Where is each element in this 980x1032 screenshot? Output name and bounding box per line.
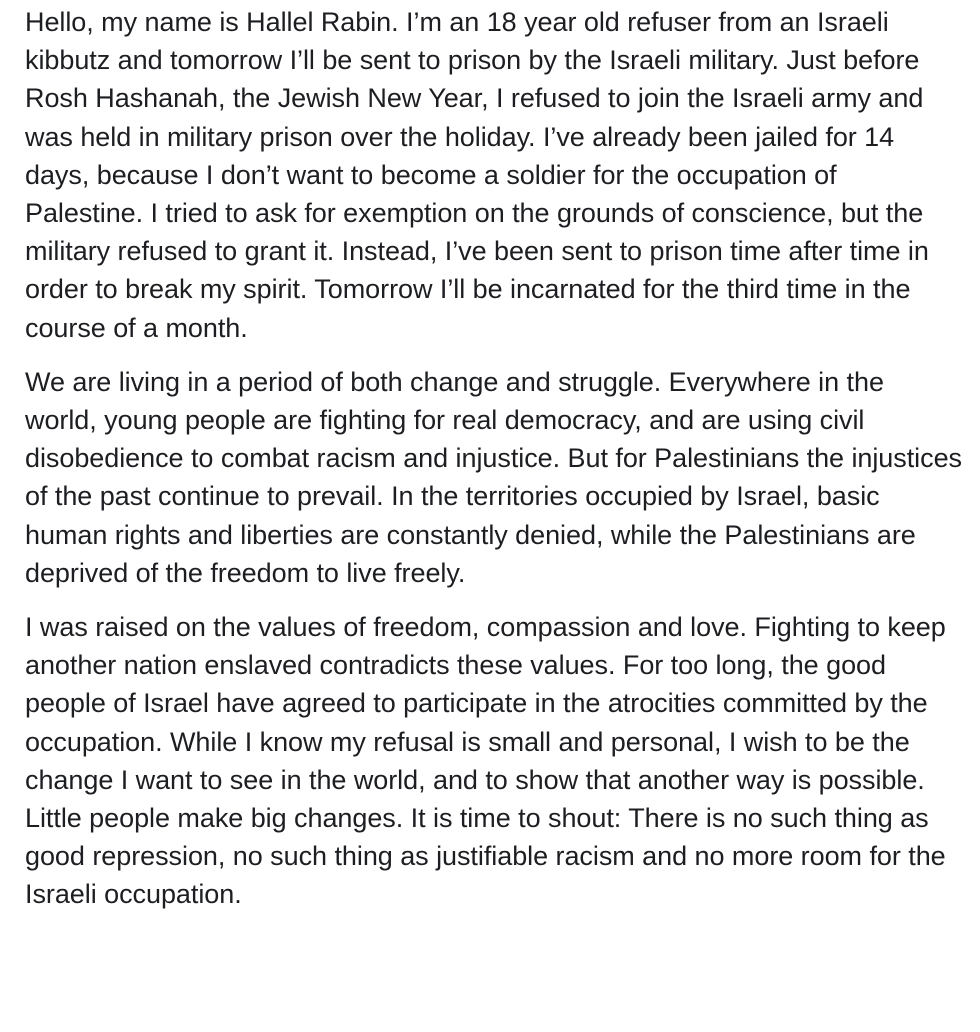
post-paragraph-1: Hello, my name is Hallel Rabin. I’m an 18 year old refuser from an Israeli kibbutz and tomorrow I’ll be sent to prison by the Israeli military. Just before Rosh Hashanah, the Jewish New Year, I refused to join the Israeli army and was held in military prison over the holiday. I’ve already been jailed for 14 days, because I don’t want to become a soldier for the occupation of Palestine. I tried to ask for exemption on the grounds of conscience, but the military refused to grant it. Instead, I’ve been sent to prison time after time in order to break my spirit. Tomorrow I’ll be incarnated for the third time in the course of a month. xyxy=(25,7,929,343)
post-paragraph-2: We are living in a period of both change and struggle. Everywhere in the world, young people are fighting for real democracy, and are using civil disobedience to combat racism and injustice. But for Palestinians the injustices of the past continue to prevail. In the territories occupied by Israel, basic human rights and liberties are constantly denied, while the Palestinians are deprived of the freedom to live freely. xyxy=(25,366,962,588)
post-paragraph-3: I was raised on the values of freedom, compassion and love. Fighting to keep another nation enslaved contradicts these values. For too long, the good people of Israel have agreed to participate in the atrocities committed by the occupation. While I know my refusal is small and personal, I wish to be the change I want to see in the world, and to show that another way is possible. Little people make big changes. It is time to shout: There is no such thing as good repression, no such thing as justifiable racism and no more room for the Israeli occupation. xyxy=(25,612,946,910)
